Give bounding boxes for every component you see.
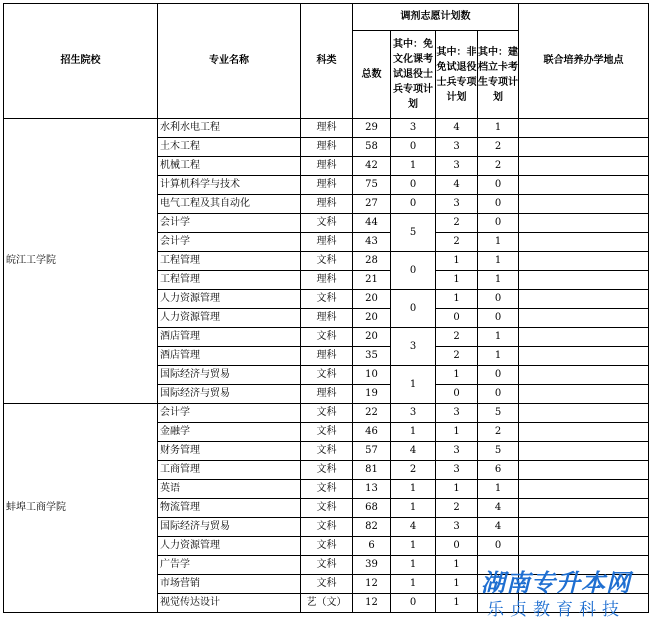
major-cell: 酒店管理 bbox=[158, 328, 301, 347]
sub3-cell: 0 bbox=[478, 366, 519, 385]
sub3-cell: 1 bbox=[478, 480, 519, 499]
sub1-cell: 1 bbox=[391, 366, 436, 404]
major-cell: 人力资源管理 bbox=[158, 537, 301, 556]
location-cell bbox=[519, 347, 649, 366]
sub3-cell: 0 bbox=[478, 176, 519, 195]
sub2-cell: 2 bbox=[436, 328, 478, 347]
sub2-cell: 1 bbox=[436, 366, 478, 385]
header-plan-group: 调剂志愿计划数 bbox=[353, 4, 519, 31]
header-category: 科类 bbox=[301, 4, 353, 119]
category-cell: 文科 bbox=[301, 461, 353, 480]
sub1-cell: 1 bbox=[391, 499, 436, 518]
sub1-cell: 2 bbox=[391, 461, 436, 480]
total-cell: 20 bbox=[353, 309, 391, 328]
sub3-cell: 1 bbox=[478, 119, 519, 138]
category-cell: 文科 bbox=[301, 252, 353, 271]
sub1-cell: 1 bbox=[391, 575, 436, 594]
sub2-cell: 3 bbox=[436, 195, 478, 214]
total-cell: 19 bbox=[353, 385, 391, 404]
category-cell: 理科 bbox=[301, 233, 353, 252]
total-cell: 75 bbox=[353, 176, 391, 195]
total-cell: 29 bbox=[353, 119, 391, 138]
sub2-cell: 2 bbox=[436, 499, 478, 518]
sub3-cell: 4 bbox=[478, 518, 519, 537]
category-cell: 文科 bbox=[301, 404, 353, 423]
sub2-cell: 1 bbox=[436, 575, 478, 594]
major-cell: 市场营销 bbox=[158, 575, 301, 594]
sub1-cell: 1 bbox=[391, 556, 436, 575]
major-cell: 会计学 bbox=[158, 214, 301, 233]
category-cell: 文科 bbox=[301, 442, 353, 461]
major-cell: 电气工程及其自动化 bbox=[158, 195, 301, 214]
sub2-cell: 3 bbox=[436, 461, 478, 480]
sub3-cell: 0 bbox=[478, 195, 519, 214]
major-cell: 会计学 bbox=[158, 404, 301, 423]
sub3-cell: 2 bbox=[478, 157, 519, 176]
sub1-cell: 3 bbox=[391, 119, 436, 138]
sub2-cell: 3 bbox=[436, 404, 478, 423]
header-school: 招生院校 bbox=[4, 4, 158, 119]
sub2-cell: 2 bbox=[436, 214, 478, 233]
total-cell: 10 bbox=[353, 366, 391, 385]
total-cell: 27 bbox=[353, 195, 391, 214]
sub1-cell: 0 bbox=[391, 252, 436, 290]
sub3-cell: 5 bbox=[478, 442, 519, 461]
watermark-logo bbox=[461, 568, 651, 626]
location-cell bbox=[519, 404, 649, 423]
sub1-cell: 0 bbox=[391, 290, 436, 328]
sub3-cell: 2 bbox=[478, 423, 519, 442]
sub2-cell: 1 bbox=[436, 252, 478, 271]
category-cell: 文科 bbox=[301, 518, 353, 537]
sub2-cell: 1 bbox=[436, 594, 478, 613]
category-cell: 理科 bbox=[301, 195, 353, 214]
sub2-cell: 0 bbox=[436, 309, 478, 328]
table-row bbox=[4, 404, 649, 423]
table-body bbox=[4, 119, 649, 613]
total-cell: 68 bbox=[353, 499, 391, 518]
total-cell: 21 bbox=[353, 271, 391, 290]
total-cell: 13 bbox=[353, 480, 391, 499]
sub1-cell: 0 bbox=[391, 138, 436, 157]
major-cell: 国际经济与贸易 bbox=[158, 385, 301, 404]
total-cell: 57 bbox=[353, 442, 391, 461]
table-header bbox=[4, 4, 649, 119]
major-cell: 国际经济与贸易 bbox=[158, 366, 301, 385]
category-cell: 文科 bbox=[301, 290, 353, 309]
sub3-cell: 4 bbox=[478, 499, 519, 518]
sub2-cell: 3 bbox=[436, 138, 478, 157]
category-cell: 文科 bbox=[301, 499, 353, 518]
major-cell: 英语 bbox=[158, 480, 301, 499]
sub3-cell: 0 bbox=[478, 385, 519, 404]
sub2-cell: 4 bbox=[436, 119, 478, 138]
location-cell bbox=[519, 195, 649, 214]
total-cell: 35 bbox=[353, 347, 391, 366]
location-cell bbox=[519, 442, 649, 461]
major-cell: 国际经济与贸易 bbox=[158, 518, 301, 537]
category-cell: 文科 bbox=[301, 556, 353, 575]
location-cell bbox=[519, 480, 649, 499]
location-cell bbox=[519, 290, 649, 309]
header-sub1: 其中：免文化课考试退役士兵专项计划 bbox=[391, 31, 436, 119]
location-cell bbox=[519, 138, 649, 157]
header-major: 专业名称 bbox=[158, 4, 301, 119]
sub1-cell: 4 bbox=[391, 518, 436, 537]
sub1-cell: 1 bbox=[391, 480, 436, 499]
location-cell bbox=[519, 423, 649, 442]
location-cell bbox=[519, 366, 649, 385]
sub3-cell: 1 bbox=[478, 328, 519, 347]
major-cell: 财务管理 bbox=[158, 442, 301, 461]
category-cell: 文科 bbox=[301, 480, 353, 499]
major-cell: 工商管理 bbox=[158, 461, 301, 480]
category-cell: 文科 bbox=[301, 214, 353, 233]
sub3-cell: 0 bbox=[478, 537, 519, 556]
total-cell: 22 bbox=[353, 404, 391, 423]
sub1-cell: 4 bbox=[391, 442, 436, 461]
sub3-cell: 1 bbox=[478, 233, 519, 252]
major-cell: 酒店管理 bbox=[158, 347, 301, 366]
major-cell: 工程管理 bbox=[158, 252, 301, 271]
total-cell: 46 bbox=[353, 423, 391, 442]
header-sub2: 其中：非免试退役士兵专项计划 bbox=[436, 31, 478, 119]
total-cell: 43 bbox=[353, 233, 391, 252]
location-cell bbox=[519, 309, 649, 328]
sub2-cell: 0 bbox=[436, 385, 478, 404]
sub3-cell: 6 bbox=[478, 461, 519, 480]
major-cell: 会计学 bbox=[158, 233, 301, 252]
category-cell: 文科 bbox=[301, 575, 353, 594]
header-total: 总数 bbox=[353, 31, 391, 119]
total-cell: 39 bbox=[353, 556, 391, 575]
category-cell: 艺（文） bbox=[301, 594, 353, 613]
sub3-cell: 2 bbox=[478, 138, 519, 157]
major-cell: 机械工程 bbox=[158, 157, 301, 176]
total-cell: 20 bbox=[353, 328, 391, 347]
header-sub3: 其中：建档立卡考生专项计划 bbox=[478, 31, 519, 119]
sub2-cell: 1 bbox=[436, 423, 478, 442]
sub3-cell: 1 bbox=[478, 252, 519, 271]
location-cell bbox=[519, 461, 649, 480]
location-cell bbox=[519, 328, 649, 347]
total-cell: 28 bbox=[353, 252, 391, 271]
sub2-cell: 1 bbox=[436, 290, 478, 309]
total-cell: 42 bbox=[353, 157, 391, 176]
major-cell: 人力资源管理 bbox=[158, 290, 301, 309]
sub3-cell: 5 bbox=[478, 404, 519, 423]
sub2-cell: 2 bbox=[436, 347, 478, 366]
total-cell: 82 bbox=[353, 518, 391, 537]
sub2-cell: 3 bbox=[436, 442, 478, 461]
category-cell: 文科 bbox=[301, 423, 353, 442]
sub1-cell: 0 bbox=[391, 176, 436, 195]
category-cell: 文科 bbox=[301, 366, 353, 385]
location-cell bbox=[519, 214, 649, 233]
sub3-cell: 0 bbox=[478, 290, 519, 309]
sub2-cell: 3 bbox=[436, 518, 478, 537]
sub1-cell: 3 bbox=[391, 404, 436, 423]
enrollment-table bbox=[3, 3, 649, 613]
total-cell: 81 bbox=[353, 461, 391, 480]
sub2-cell: 1 bbox=[436, 480, 478, 499]
major-cell: 水利水电工程 bbox=[158, 119, 301, 138]
sub1-cell: 1 bbox=[391, 157, 436, 176]
total-cell: 12 bbox=[353, 575, 391, 594]
sub2-cell: 1 bbox=[436, 556, 478, 575]
school-name: 皖江工学院 bbox=[4, 119, 158, 404]
sub3-cell: 0 bbox=[478, 214, 519, 233]
location-cell bbox=[519, 271, 649, 290]
category-cell: 理科 bbox=[301, 119, 353, 138]
total-cell: 6 bbox=[353, 537, 391, 556]
sub1-cell: 0 bbox=[391, 195, 436, 214]
major-cell: 人力资源管理 bbox=[158, 309, 301, 328]
sub2-cell: 1 bbox=[436, 271, 478, 290]
sub1-cell: 3 bbox=[391, 328, 436, 366]
major-cell: 土木工程 bbox=[158, 138, 301, 157]
watermark-subtitle: 乐贞教育科技 bbox=[487, 600, 625, 620]
sub3-cell: 1 bbox=[478, 347, 519, 366]
location-cell bbox=[519, 537, 649, 556]
category-cell: 理科 bbox=[301, 176, 353, 195]
sub3-cell: 1 bbox=[478, 271, 519, 290]
total-cell: 12 bbox=[353, 594, 391, 613]
category-cell: 理科 bbox=[301, 271, 353, 290]
sub1-cell: 5 bbox=[391, 214, 436, 252]
location-cell bbox=[519, 119, 649, 138]
major-cell: 金融学 bbox=[158, 423, 301, 442]
location-cell bbox=[519, 499, 649, 518]
major-cell: 视觉传达设计 bbox=[158, 594, 301, 613]
location-cell bbox=[519, 252, 649, 271]
major-cell: 计算机科学与技术 bbox=[158, 176, 301, 195]
category-cell: 理科 bbox=[301, 347, 353, 366]
sub1-cell: 0 bbox=[391, 594, 436, 613]
category-cell: 理科 bbox=[301, 138, 353, 157]
location-cell bbox=[519, 176, 649, 195]
total-cell: 20 bbox=[353, 290, 391, 309]
school-name: 蚌埠工商学院 bbox=[4, 404, 158, 613]
total-cell: 58 bbox=[353, 138, 391, 157]
total-cell: 44 bbox=[353, 214, 391, 233]
table-row bbox=[4, 119, 649, 138]
location-cell bbox=[519, 157, 649, 176]
category-cell: 理科 bbox=[301, 309, 353, 328]
sub2-cell: 2 bbox=[436, 233, 478, 252]
location-cell bbox=[519, 233, 649, 252]
category-cell: 文科 bbox=[301, 328, 353, 347]
major-cell: 物流管理 bbox=[158, 499, 301, 518]
sub2-cell: 0 bbox=[436, 537, 478, 556]
major-cell: 广告学 bbox=[158, 556, 301, 575]
category-cell: 文科 bbox=[301, 537, 353, 556]
sub2-cell: 3 bbox=[436, 157, 478, 176]
category-cell: 理科 bbox=[301, 157, 353, 176]
sub3-cell: 0 bbox=[478, 309, 519, 328]
watermark-title: 湖南专升本网 bbox=[481, 569, 631, 597]
major-cell: 工程管理 bbox=[158, 271, 301, 290]
location-cell bbox=[519, 518, 649, 537]
sub2-cell: 4 bbox=[436, 176, 478, 195]
location-cell bbox=[519, 385, 649, 404]
category-cell: 理科 bbox=[301, 385, 353, 404]
sub1-cell: 1 bbox=[391, 423, 436, 442]
sub1-cell: 1 bbox=[391, 537, 436, 556]
header-location: 联合培养办学地点 bbox=[519, 4, 649, 119]
